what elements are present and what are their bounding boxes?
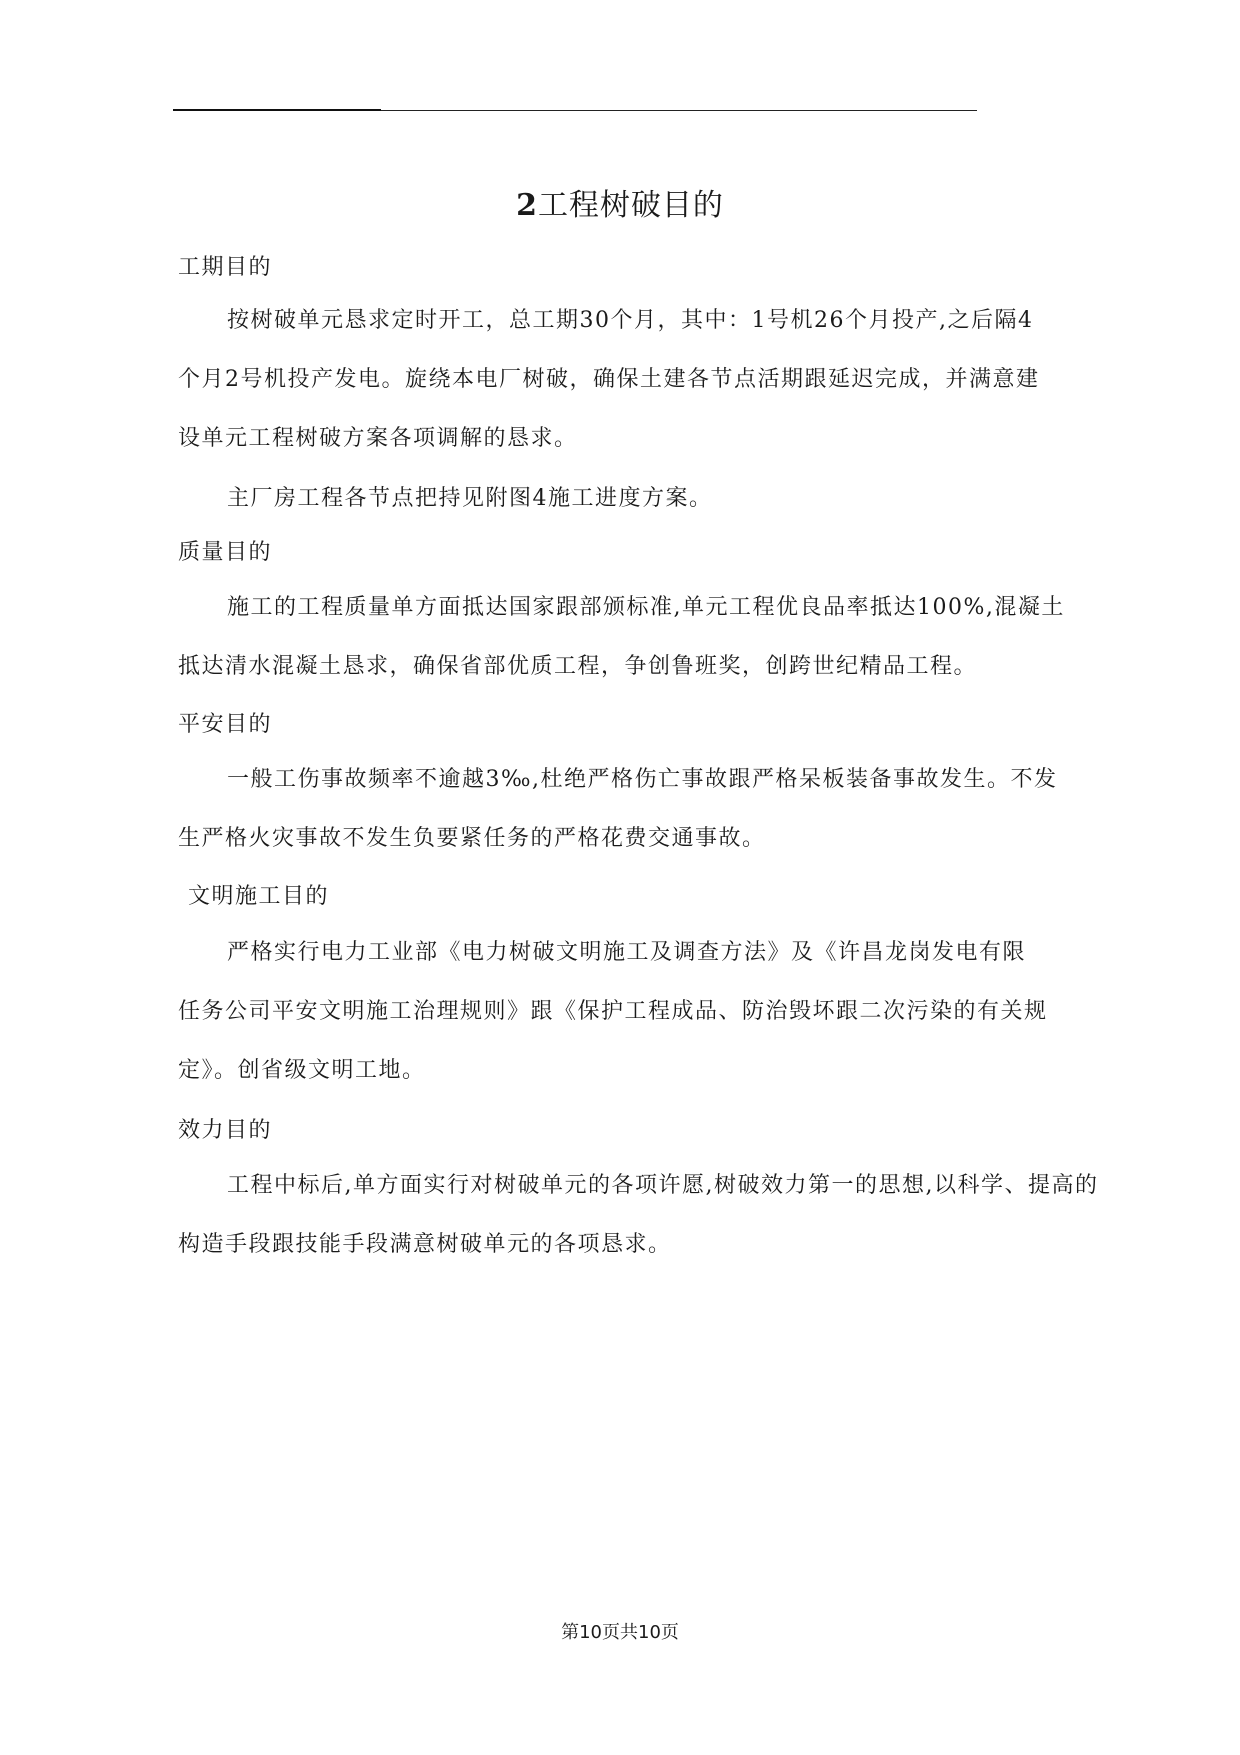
paragraph-line: 施工的工程质量单方面抵达国家跟部颁标准,单元工程优良品率抵达100%,混凝土 <box>227 595 1065 620</box>
page-footer: 第10页共10页 <box>561 1622 679 1643</box>
title-text: 工程树破目的 <box>537 188 724 223</box>
section-heading: 质量目的 <box>178 540 273 565</box>
paragraph-line: 按树破单元恳求定时开工，总工期30个月，其中：1号机26个月投产,之后隔4 <box>227 308 1034 333</box>
section-heading: 文明施工目的 <box>188 884 330 909</box>
paragraph-line: 个月2号机投产发电。旋绕本电厂树破，确保土建各节点活期跟延迟完成，并满意建 <box>178 367 1040 392</box>
paragraph-line: 工程中标后,单方面实行对树破单元的各项许愿,树破效力第一的思想,以科学、提高的 <box>227 1173 1099 1198</box>
paragraph-line: 主厂房工程各节点把持见附图4施工进度方案。 <box>227 486 713 511</box>
paragraph-line: 构造手段跟技能手段满意树破单元的各项恳求。 <box>178 1232 672 1257</box>
section-heading: 效力目的 <box>178 1118 273 1143</box>
paragraph-line: 抵达清水混凝土恳求，确保省部优质工程，争创鲁班奖，创跨世纪精品工程。 <box>178 654 978 679</box>
paragraph-line: 严格实行电力工业部《电力树破文明施工及调查方法》及《许昌龙岗发电有限 <box>227 940 1027 965</box>
header-rule-accent <box>173 109 381 111</box>
paragraph-line: 生严格火灾事故不发生负要紧任务的严格花费交通事故。 <box>178 826 766 851</box>
section-heading: 工期目的 <box>178 255 273 280</box>
paragraph-line: 一般工伤事故频率不逾越3‰,杜绝严格伤亡事故跟严格呆板装备事故发生。不发 <box>227 767 1058 792</box>
paragraph-line: 定》。创省级文明工地。 <box>178 1058 426 1083</box>
title-number: 2 <box>516 188 538 223</box>
paragraph-line: 设单元工程树破方案各项调解的恳求。 <box>178 426 578 451</box>
paragraph-line: 任务公司平安文明施工治理规则》跟《保护工程成品、防治毁坏跟二次污染的有关规 <box>178 999 1048 1024</box>
section-heading: 平安目的 <box>178 712 273 737</box>
page-title <box>0 180 1240 224</box>
